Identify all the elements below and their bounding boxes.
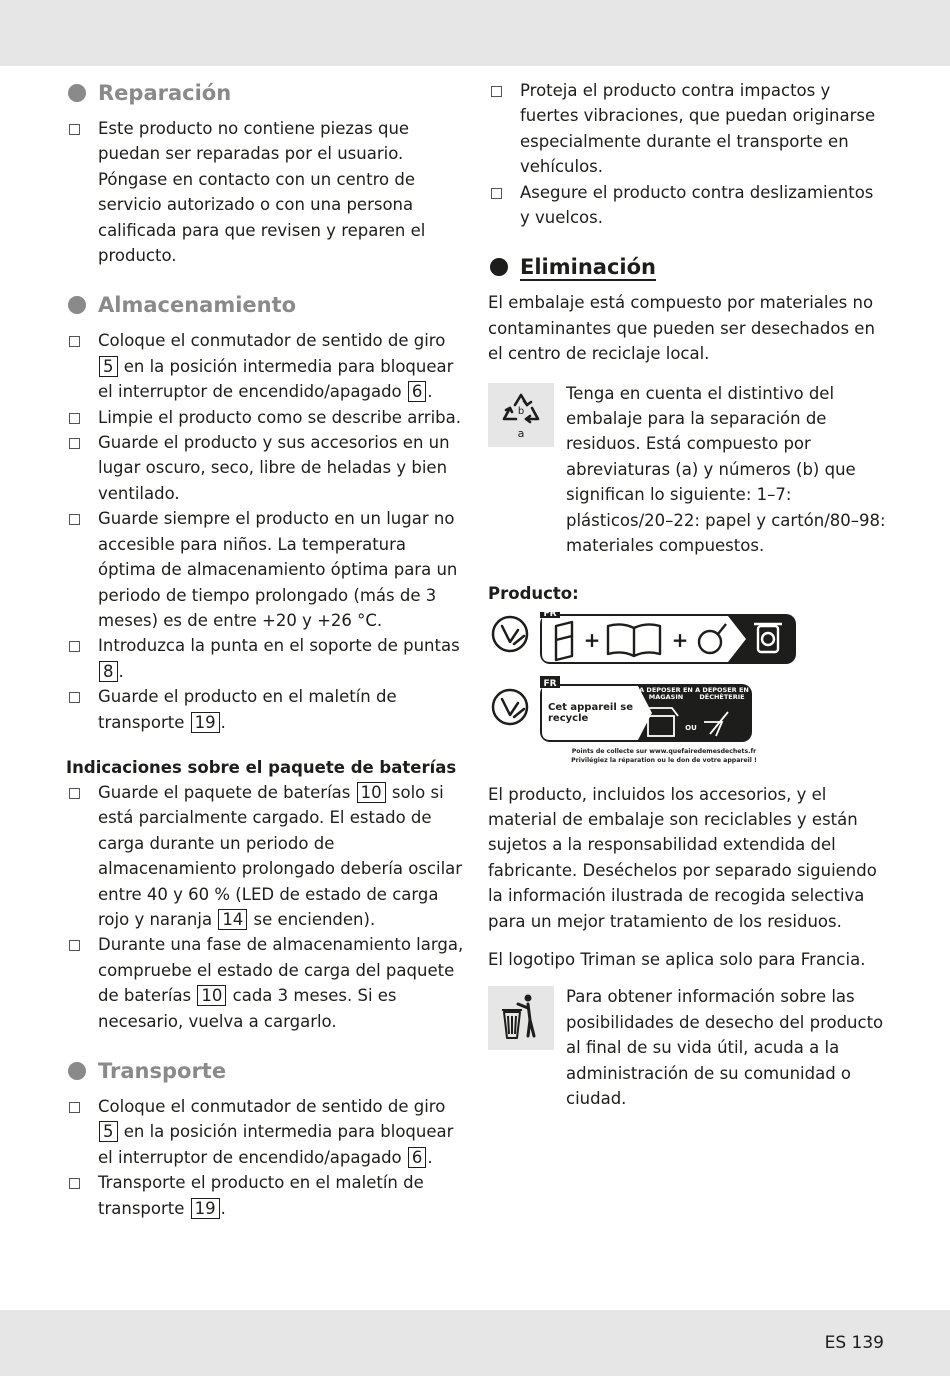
checkbox-bullet-icon: [491, 188, 502, 199]
checkbox-bullet-icon: [491, 86, 502, 97]
eliminacion-intro: El embalaje está compuesto por materiales no contaminantes que pueden ser desechados en el centro de reciclaje local.: [488, 293, 875, 364]
svg-text:FR: FR: [543, 611, 557, 619]
section-heading-eliminacion: Eliminación: [488, 252, 888, 282]
almacenamiento-list: [66, 328, 466, 735]
header-band: [0, 0, 950, 66]
producto-label: Producto:: [488, 583, 579, 603]
checkbox-bullet-icon: [69, 413, 80, 424]
checkbox-bullet-icon: [69, 692, 80, 703]
triman-note: El logotipo Triman se aplica solo para Francia.: [488, 949, 866, 969]
reference-number: 10: [197, 985, 226, 1006]
list-item: Proteja el producto contra impactos y fuertes vibraciones, que puedan originarse especialmente durante el transporte en vehículos.: [488, 78, 888, 180]
section-heading-reparacion: Reparación: [66, 78, 466, 108]
transporte-list: [66, 1094, 466, 1221]
reparacion-list: [66, 116, 466, 268]
svg-text:b: b: [517, 405, 525, 417]
recycle-text: Tenga en cuenta el distintivo del embalaje para la separación de residuos. Está compuesto por abreviaturas (a) y números (b) que significan lo siguiente: 1–7: plásticos/20–22: papel y cartón/80–98: materiales compuestos.: [566, 383, 886, 556]
transporte-list-cont: [488, 78, 888, 230]
bullet-dot-icon: [68, 1062, 86, 1080]
recycle-info: [488, 381, 888, 559]
svg-text:Points de collecte sur www.que: Points de collecte sur www.quefairedemesdechets.fr: [571, 747, 757, 755]
list-item: Este producto no contiene piezas que puedan ser reparadas por el usuario. Póngase en contacto con un centro de servicio autorizado o con una persona calificada para que revisen y reparen el producto.: [66, 116, 466, 268]
list-item: Durante una fase de almacenamiento larga, compruebe el estado de carga del paquete de baterías 10 cada 3 meses. Si es necesario, vuelva a cargarlo.: [66, 932, 466, 1034]
svg-text:Privilégiez la réparation ou l: Privilégiez la réparation ou le don de votre appareil !: [571, 756, 757, 764]
bullet-dot-icon: [68, 296, 86, 314]
checkbox-bullet-icon: [69, 124, 80, 135]
list-item: Limpie el producto como se describe arriba.: [66, 405, 466, 430]
reference-number: 19: [191, 712, 220, 733]
checkbox-bullet-icon: [69, 336, 80, 347]
recycle-triangle-icon: [488, 383, 554, 447]
svg-text:+: +: [671, 627, 689, 652]
checkbox-bullet-icon: [69, 1102, 80, 1113]
list-item: Guarde el producto en el maletín de transporte 19 .: [66, 684, 466, 735]
reference-number: 6: [408, 1147, 427, 1168]
list-item: Introduzca la punta en el soporte de puntas 8 .: [66, 633, 466, 684]
checkbox-bullet-icon: [69, 641, 80, 652]
subheading-baterias: Indicaciones sobre el paquete de baterías: [66, 757, 457, 777]
disposal-text: Para obtener información sobre las posibilidades de desecho del producto al final de su vida útil, acuda a la administración de su comunidad o ciudad.: [566, 987, 884, 1108]
list-item: Guarde el producto y sus accesorios en un lugar oscuro, seco, libre de heladas y bien ventilado.: [66, 430, 466, 506]
list-item: Coloque el conmutador de sentido de giro 5 en la posición intermedia para bloquear el interruptor de encendido/apagado 6 .: [66, 1094, 466, 1170]
waste-bin-icon: [488, 986, 554, 1050]
triman-icon: FR + + FR Cet appareil se recycle À DÉPOSER EN MAGASIN À DÉPOSER EN DÉCHÈTERIE OU Points de collecte sur www.quefairedemesdechets.fr Privilégiez la réparation ou le don de votre appareil !: [488, 612, 888, 776]
reference-number: 6: [408, 381, 427, 402]
bullet-dot-icon: [490, 258, 508, 276]
reference-number: 5: [99, 1121, 118, 1142]
reference-number: 8: [99, 661, 118, 682]
svg-text:+: +: [583, 627, 601, 652]
svg-text:a: a: [517, 426, 525, 440]
reference-number: 19: [191, 1198, 220, 1219]
checkbox-bullet-icon: [69, 438, 80, 449]
checkbox-bullet-icon: [69, 514, 80, 525]
bullet-dot-icon: [68, 84, 86, 102]
list-item: Guarde el paquete de baterías 10 solo si está parcialmente cargado. El estado de carga durante un periodo de almacenamiento prolongado debería oscilar entre 40 y 60 % (LED de estado de carga rojo y naranja 14 se encienden).: [66, 780, 466, 932]
reference-number: 5: [99, 356, 118, 377]
reference-number: 10: [357, 782, 386, 803]
list-item: Coloque el conmutador de sentido de giro 5 en la posición intermedia para bloquear el interruptor de encendido/apagado 6 .: [66, 328, 466, 404]
checkbox-bullet-icon: [69, 1178, 80, 1189]
page-number: ES 139: [824, 1333, 884, 1353]
footer-band: [0, 1310, 950, 1376]
checkbox-bullet-icon: [69, 788, 80, 799]
section-heading-transporte: Transporte: [66, 1056, 466, 1086]
section-heading-almacenamiento: Almacenamiento: [66, 290, 466, 320]
left-column: [66, 78, 466, 1221]
list-item: Transporte el producto en el maletín de transporte 19 .: [66, 1170, 466, 1221]
list-item: Guarde siempre el producto en un lugar no accesible para niños. La temperatura óptima de almacenamiento óptima para un periodo de tiempo prolongado (más de 3 meses) es de entre +20 y +26 °C.: [66, 506, 466, 633]
baterias-list: [66, 780, 466, 1034]
disposal-info: [488, 984, 888, 1111]
list-item: Asegure el producto contra deslizamientos y vuelcos.: [488, 180, 888, 231]
svg-text:FR: FR: [543, 678, 557, 689]
checkbox-bullet-icon: [69, 940, 80, 951]
reference-number: 14: [218, 909, 247, 930]
right-column: [488, 78, 888, 1111]
reciclables-text: El producto, incluidos los accesorios, y el material de embalaje son reciclables y están sujetos a la responsabilidad extendida del fabricante. Deséchelos por separado siguiendo la información ilustrada de recogida selectiva para un mejor tratamiento de los residuos.: [488, 784, 877, 931]
svg-text:OU: OU: [685, 723, 697, 732]
